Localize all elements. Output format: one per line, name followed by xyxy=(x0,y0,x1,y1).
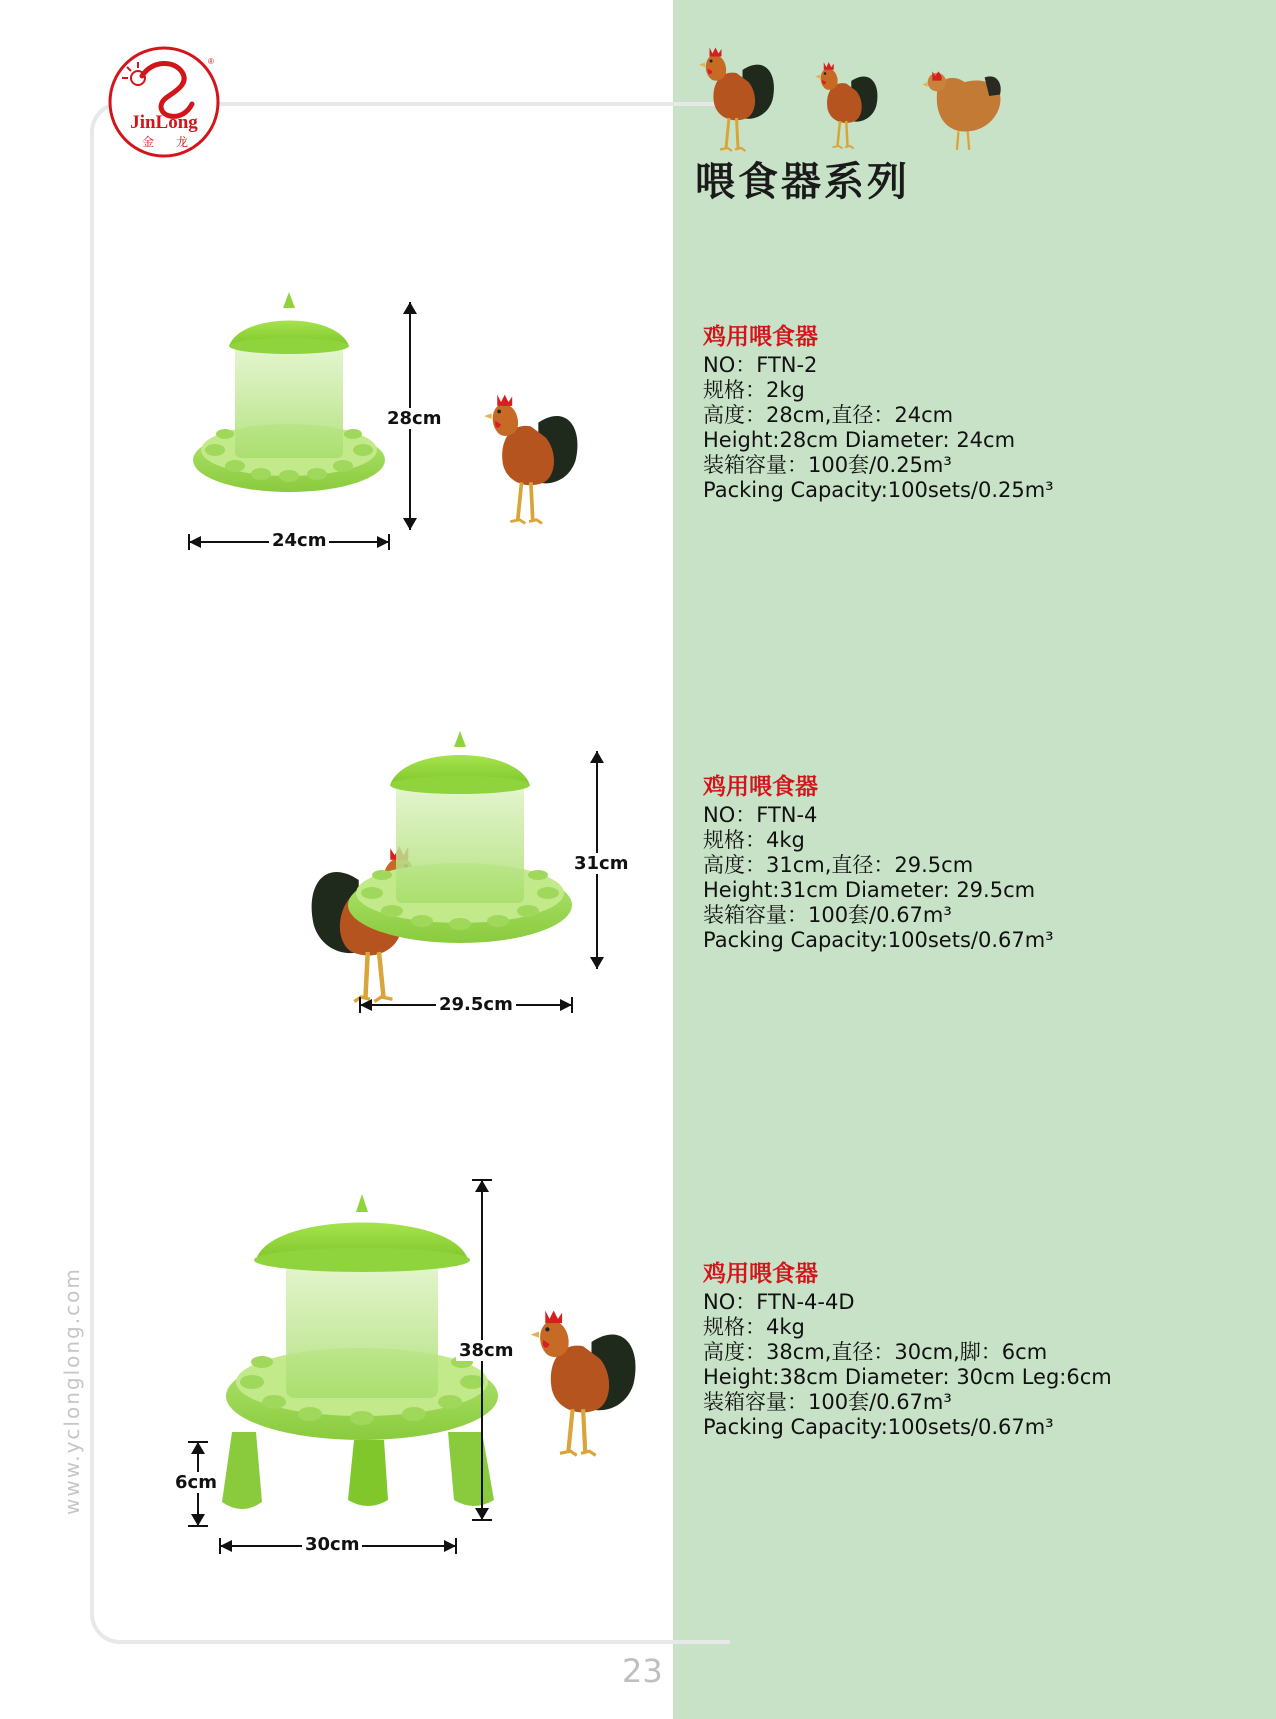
jinlong-logo xyxy=(104,42,224,162)
product-size-cn: 高度：38cm,直径：30cm,脚：6cm xyxy=(703,1340,1048,1364)
product-packing-en: Packing Capacity:100sets/0.25m³ xyxy=(703,478,1054,502)
chickens-header-image xyxy=(690,40,1020,160)
series-title: 喂食器系列 xyxy=(695,159,910,205)
product-size-en: Height:28cm Diameter: 24cm xyxy=(703,428,1016,452)
leg-label: 6cm xyxy=(172,1472,220,1493)
feeder-ftn-4 xyxy=(348,731,572,943)
product-packing-cn: 装箱容量：100套/0.25m³ xyxy=(703,453,952,477)
product-spec-ftn-4 xyxy=(703,775,1054,953)
height-label: 28cm xyxy=(384,408,444,429)
logo-text-cn-left: 金 xyxy=(141,135,155,149)
product-spec-ftn-2 xyxy=(703,325,1054,503)
product-number: NO：FTN-4 xyxy=(703,803,818,827)
product-packing-cn: 装箱容量：100套/0.67m³ xyxy=(703,903,952,927)
product-packing-en: Packing Capacity:100sets/0.67m³ xyxy=(703,928,1054,952)
product-capacity: 规格：4kg xyxy=(703,1315,805,1339)
page-number: 23 xyxy=(622,1652,663,1690)
product-size-cn: 高度：28cm,直径：24cm xyxy=(703,403,954,427)
product-size-en: Height:31cm Diameter: 29.5cm xyxy=(703,878,1036,902)
product-packing-en: Packing Capacity:100sets/0.67m³ xyxy=(703,1415,1054,1439)
product-name: 鸡用喂食器 xyxy=(703,324,818,350)
product-1-illustration xyxy=(185,290,605,560)
product-size-cn: 高度：31cm,直径：29.5cm xyxy=(703,853,974,877)
rooster-icon xyxy=(484,395,577,524)
logo-text-en: JinLong xyxy=(130,112,198,133)
width-label: 30cm xyxy=(302,1534,362,1555)
product-spec-ftn-4-4d xyxy=(703,1262,1112,1440)
product-name: 鸡用喂食器 xyxy=(703,774,818,800)
product-size-en: Height:38cm Diameter: 30cm Leg:6cm xyxy=(703,1365,1112,1389)
product-3-illustration xyxy=(170,1170,660,1560)
registered-mark: ® xyxy=(208,57,214,66)
height-label: 31cm xyxy=(571,853,631,874)
product-number: NO：FTN-2 xyxy=(703,353,818,377)
product-packing-cn: 装箱容量：100套/0.67m³ xyxy=(703,1390,952,1414)
rooster-icon xyxy=(699,48,774,152)
product-2-illustration xyxy=(160,725,630,1025)
website-watermark: www.yclonglong.com xyxy=(60,1267,84,1515)
width-label: 24cm xyxy=(269,530,329,551)
product-number: NO：FTN-4-4D xyxy=(703,1290,855,1314)
width-label: 29.5cm xyxy=(436,994,516,1015)
hen-icon xyxy=(922,71,1000,149)
rooster-icon xyxy=(815,62,877,148)
product-name: 鸡用喂食器 xyxy=(703,1261,818,1287)
height-label: 38cm xyxy=(456,1340,516,1361)
feeder-ftn-2 xyxy=(193,292,385,492)
logo-text-cn-right: 龙 xyxy=(175,135,189,149)
rooster-icon xyxy=(531,1311,636,1456)
product-capacity: 规格：2kg xyxy=(703,378,805,402)
product-capacity: 规格：4kg xyxy=(703,828,805,852)
